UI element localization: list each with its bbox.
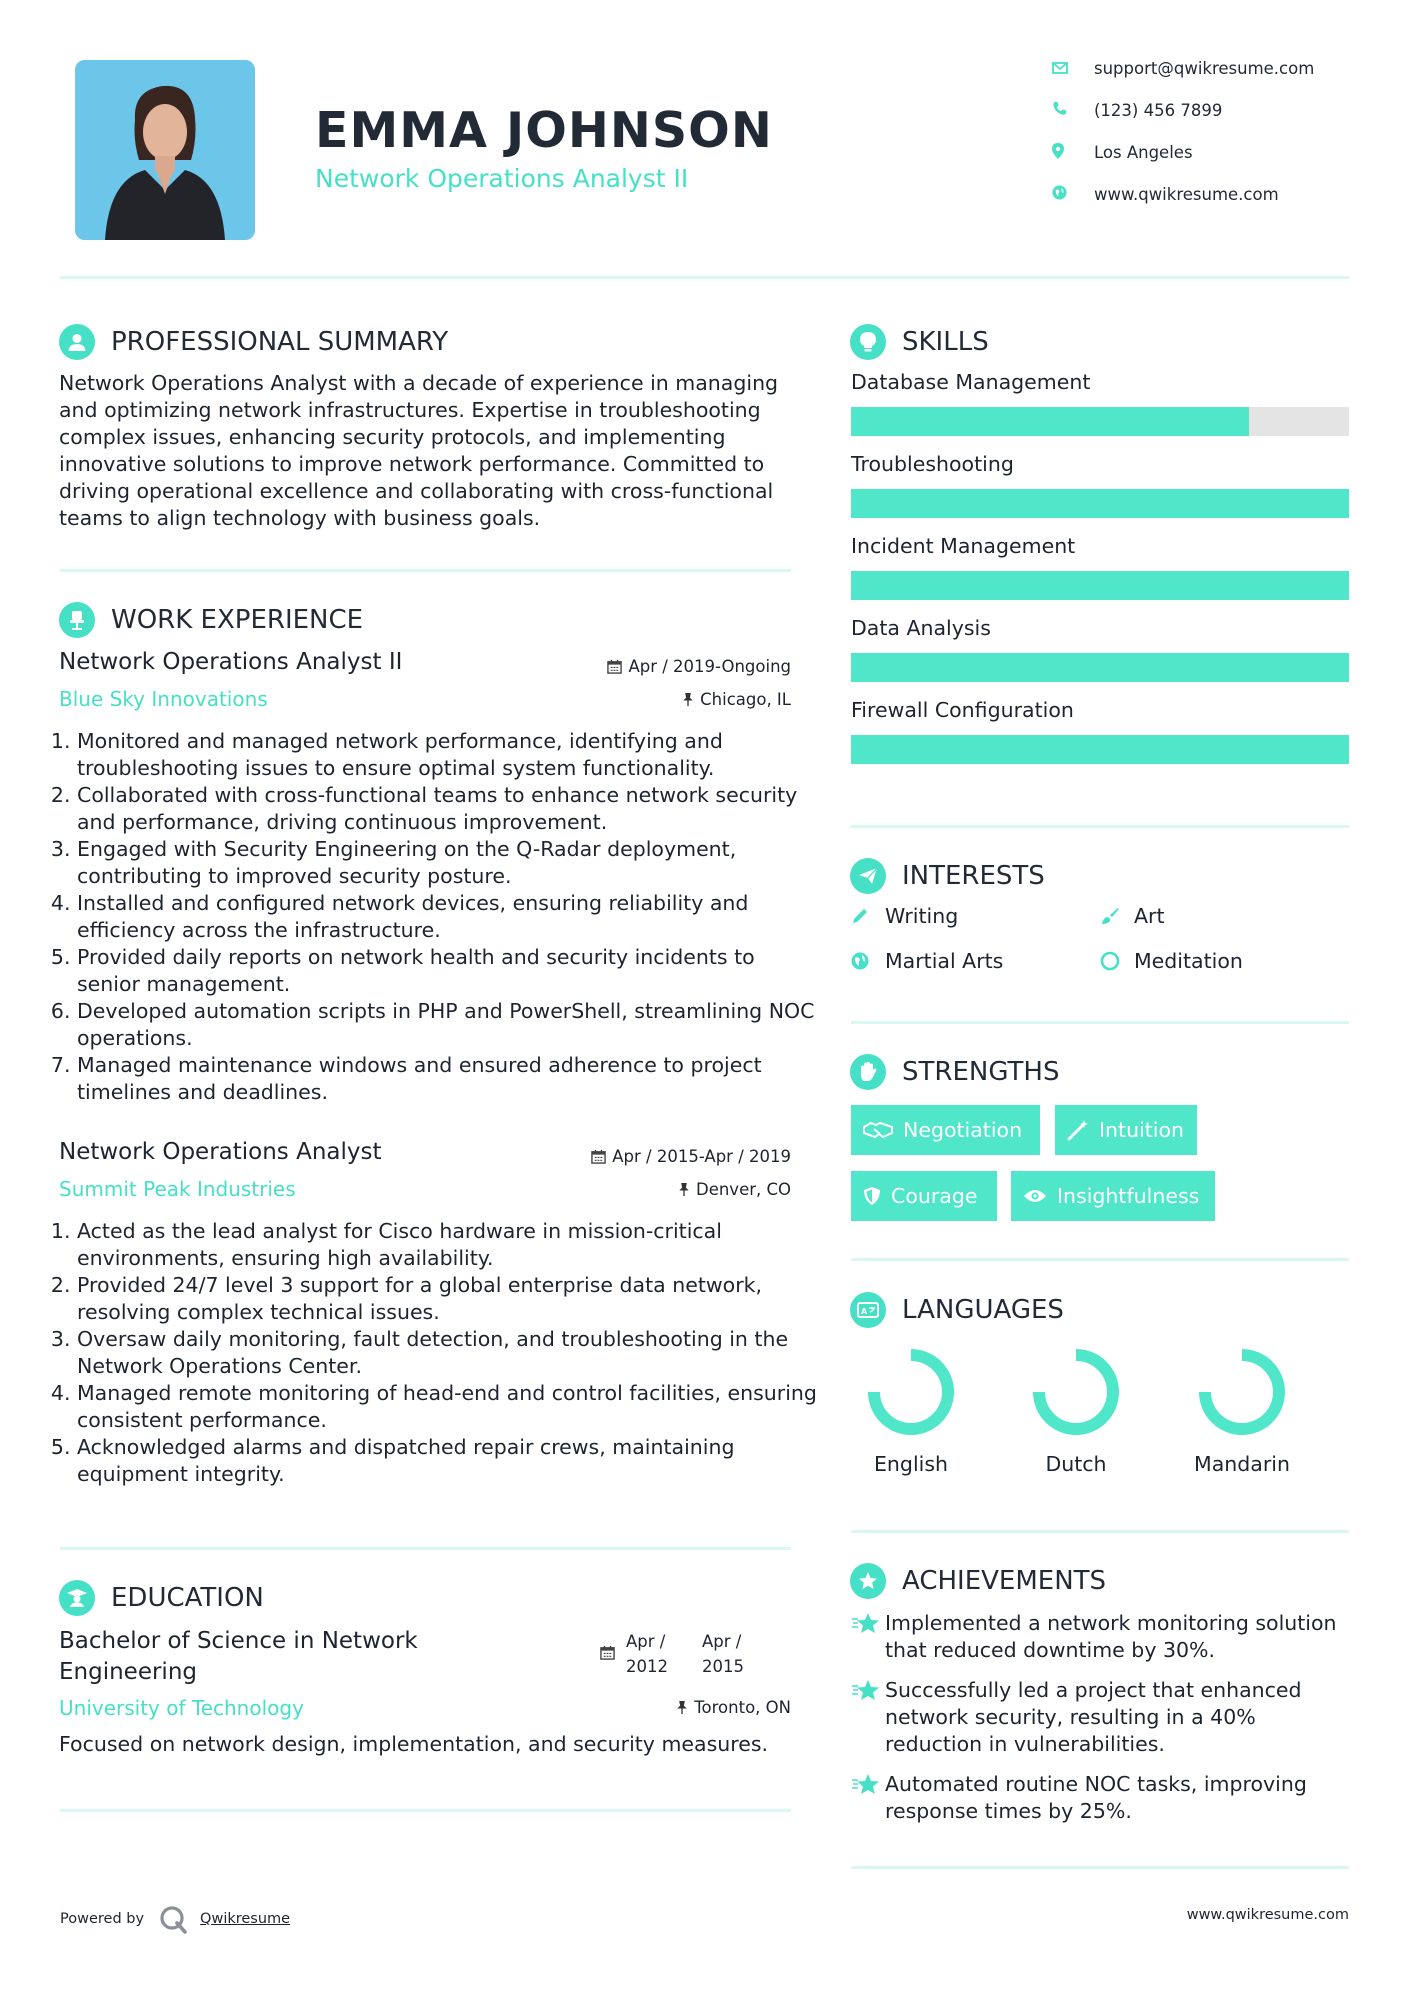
globe-icon	[1052, 185, 1070, 204]
interest-label: Martial Arts	[885, 949, 1004, 973]
skills-divider	[851, 825, 1349, 828]
skill-name: Troubleshooting	[851, 452, 1014, 476]
skill-name: Data Analysis	[851, 616, 991, 640]
language-name: Mandarin	[1194, 1452, 1290, 1476]
interest-item	[851, 904, 958, 928]
contact-location	[1052, 142, 1193, 163]
pushpin-icon	[682, 692, 694, 707]
chair-icon	[59, 602, 95, 638]
star-icon	[851, 1771, 885, 1825]
skill-bar-fill	[851, 653, 1349, 682]
star-badge-icon	[850, 1563, 886, 1599]
strength-label: Negotiation	[903, 1118, 1023, 1142]
skills-heading-text: SKILLS	[902, 327, 989, 357]
list-item: 1. Acted as the lead analyst for Cisco hardware in mission-critical environments, ensuring high availability.	[77, 1218, 817, 1272]
language-name: Dutch	[1045, 1452, 1107, 1476]
eye-icon	[1023, 1188, 1047, 1204]
contact-phone[interactable]	[1052, 100, 1222, 120]
job-1-company: Blue Sky Innovations	[59, 687, 268, 711]
languages-list	[851, 1344, 1331, 1494]
skill-name: Database Management	[851, 370, 1091, 394]
list-item: 3. Oversaw daily monitoring, fault detection, and troubleshooting in the Network Operations Center.	[77, 1326, 817, 1380]
calendar-icon	[607, 659, 622, 674]
achievement-item	[851, 1677, 1349, 1758]
languages-heading	[850, 1292, 1064, 1328]
job-2-dates	[591, 1147, 791, 1166]
list-item: 4. Installed and configured network devices, ensuring reliability and efficiency across the infrastructure.	[77, 890, 817, 944]
language-ring	[1016, 1344, 1136, 1440]
skill-bar	[851, 735, 1349, 764]
experience-heading-text: WORK EXPERIENCE	[111, 605, 364, 635]
experience-heading	[59, 602, 363, 638]
skill-name: Incident Management	[851, 534, 1076, 558]
strength-chip	[1055, 1105, 1197, 1155]
list-item: 5. Provided daily reports on network health and security incidents to senior management.	[77, 944, 817, 998]
education-heading	[59, 1580, 264, 1616]
skill-name: Firewall Configuration	[851, 698, 1074, 722]
list-item: 1. Monitored and managed network performance, identifying and troubleshooting issues to ensure optimal system functionality.	[77, 728, 817, 782]
language-ring	[851, 1344, 971, 1440]
job-2-bullets	[59, 1218, 817, 1488]
contact-email-text: support@qwikresume.com	[1094, 59, 1315, 78]
strengths-heading-text: STRENGTHS	[902, 1057, 1060, 1087]
pushpin-icon	[678, 1182, 690, 1197]
graduate-icon	[59, 1580, 95, 1616]
summary-divider	[60, 569, 791, 572]
achievements-heading-text: ACHIEVEMENTS	[902, 1566, 1107, 1596]
svg-text:A: A	[861, 1307, 868, 1316]
brush-icon	[1100, 907, 1122, 925]
list-item: 5. Acknowledged alarms and dispatched repair crews, maintaining equipment integrity.	[77, 1434, 817, 1488]
email-icon	[1052, 59, 1070, 78]
calendar-icon	[600, 1645, 615, 1660]
pencil-icon	[851, 907, 873, 925]
interests-divider	[851, 1021, 1349, 1024]
achievement-item	[851, 1771, 1349, 1825]
header-divider	[60, 276, 1349, 279]
handshake-icon	[863, 1121, 893, 1139]
interest-item	[1100, 949, 1243, 973]
interest-label: Art	[1134, 904, 1165, 928]
language-item	[1182, 1344, 1302, 1476]
language-name: English	[873, 1452, 949, 1476]
skill-bar-fill	[851, 571, 1349, 600]
education-divider	[60, 1809, 791, 1812]
calendar-icon	[591, 1149, 606, 1164]
job-2-location	[678, 1180, 791, 1199]
paper-plane-icon	[850, 858, 886, 894]
interests-heading	[850, 858, 1045, 894]
summary-text: Network Operations Analyst with a decade of experience in managing and optimizing network infrastructures. Expertise in troubleshooting complex issues, enhancing security protocols, and implementing innovative solutions to improve network performance. Committed to driving operational excellence and collaborating with cross-functional teams to align technology with business goals.	[59, 371, 779, 530]
powered-by-text: Powered by	[60, 1911, 145, 1927]
interest-label: Writing	[885, 904, 959, 928]
education-start: Apr / 2012	[626, 1632, 668, 1676]
qwikresume-logo-icon	[158, 1904, 188, 1934]
profile-photo	[75, 60, 255, 240]
interest-item	[851, 949, 1003, 973]
qwikresume-link[interactable]: Qwikresume	[200, 1911, 291, 1927]
job-2-title: Network Operations Analyst	[59, 1139, 382, 1165]
language-ring-arc	[1039, 1355, 1113, 1429]
magic-wand-icon	[1067, 1119, 1089, 1141]
language-item	[851, 1344, 971, 1476]
job-1-dates	[607, 657, 791, 676]
achievement-item	[851, 1610, 1349, 1664]
language-ring	[1182, 1344, 1302, 1440]
achievement-text: Automated routine NOC tasks, improving response times by 25%.	[885, 1772, 1307, 1823]
list-item: 7. Managed maintenance windows and ensured adherence to project timelines and deadlines.	[77, 1052, 817, 1106]
achievement-text: Successfully led a project that enhanced network security, resulting in a 40% reduction in vulnerabilities.	[885, 1678, 1302, 1756]
strength-chip	[851, 1171, 997, 1221]
contact-email[interactable]	[1052, 58, 1314, 78]
skill-bar-fill	[851, 735, 1349, 764]
job-2-dates-text: Apr / 2015-Apr / 2019	[612, 1147, 791, 1166]
contact-website[interactable]	[1052, 184, 1279, 204]
strength-chip	[851, 1105, 1040, 1155]
achievement-text: Implemented a network monitoring solution that reduced downtime by 30%.	[885, 1611, 1337, 1662]
skill-bar	[851, 407, 1349, 436]
interest-label: Meditation	[1134, 949, 1243, 973]
languages-heading-text: LANGUAGES	[902, 1295, 1064, 1325]
education-description: Focused on network design, implementation, and security measures.	[59, 1732, 769, 1756]
contact-phone-text: (123) 456 7899	[1094, 101, 1223, 120]
education-end: Apr / 2015	[702, 1632, 744, 1676]
location-icon	[1052, 143, 1070, 163]
education-location-text: Toronto, ON	[694, 1698, 791, 1717]
job-1-dates-text: Apr / 2019-Ongoing	[628, 657, 791, 676]
language-ring-arc	[874, 1355, 948, 1429]
skill-bar	[851, 489, 1349, 518]
strengths-divider	[851, 1258, 1349, 1261]
list-item: 6. Developed automation scripts in PHP and PowerShell, streamlining NOC operations.	[77, 998, 817, 1052]
ring-icon	[1100, 951, 1122, 971]
strength-label: Intuition	[1099, 1118, 1185, 1142]
strength-chip	[1011, 1171, 1215, 1221]
star-icon	[851, 1677, 885, 1758]
candidate-title: Network Operations Analyst II	[315, 164, 689, 193]
achievements-divider	[851, 1866, 1349, 1869]
phone-icon	[1052, 101, 1070, 120]
contact-location-text: Los Angeles	[1094, 143, 1193, 162]
user-icon	[59, 324, 95, 360]
interest-item	[1100, 904, 1165, 928]
globe-icon	[851, 952, 873, 970]
job-1-title: Network Operations Analyst II	[59, 649, 403, 675]
skills-list	[851, 370, 1349, 764]
language-ring-arc	[1205, 1355, 1279, 1429]
star-icon	[851, 1610, 885, 1664]
footer-powered	[60, 1904, 290, 1934]
footer-url[interactable]: www.qwikresume.com	[1186, 1907, 1349, 1923]
contact-website-text: www.qwikresume.com	[1094, 185, 1279, 204]
strength-label: Courage	[891, 1184, 978, 1208]
shield-icon	[863, 1186, 881, 1206]
job-1-bullets	[59, 728, 817, 1106]
summary-heading	[59, 324, 448, 360]
experience-divider	[60, 1547, 791, 1550]
hand-icon	[850, 1054, 886, 1090]
list-item: 2. Collaborated with cross-functional teams to enhance network security and performance, driving continuous improvement.	[77, 782, 817, 836]
language-icon	[850, 1292, 886, 1328]
education-degree: Bachelor of Science in Network Engineering	[59, 1628, 418, 1685]
pushpin-icon	[676, 1700, 688, 1715]
skill-bar-fill	[851, 489, 1349, 518]
skill-bar	[851, 571, 1349, 600]
job-1-location-text: Chicago, IL	[700, 690, 791, 709]
education-school: University of Technology	[59, 1696, 304, 1720]
strengths-heading	[850, 1054, 1060, 1090]
skill-bar	[851, 653, 1349, 682]
skills-heading	[850, 324, 989, 360]
job-1-location	[682, 690, 791, 709]
language-item	[1016, 1344, 1136, 1476]
candidate-name: EMMA JOHNSON	[315, 102, 773, 159]
list-item: 3. Engaged with Security Engineering on the Q-Radar deployment, contributing to improved security posture.	[77, 836, 817, 890]
list-item: 4. Managed remote monitoring of head-end and control facilities, ensuring consistent performance.	[77, 1380, 817, 1434]
summary-heading-text: PROFESSIONAL SUMMARY	[111, 327, 449, 357]
job-2-company: Summit Peak Industries	[59, 1177, 296, 1201]
interests-heading-text: INTERESTS	[902, 861, 1045, 891]
job-2-location-text: Denver, CO	[695, 1180, 791, 1199]
education-heading-text: EDUCATION	[111, 1583, 264, 1613]
languages-divider	[851, 1530, 1349, 1533]
education-location	[676, 1698, 791, 1717]
list-item: 2. Provided 24/7 level 3 support for a global enterprise data network, resolving complex technical issues.	[77, 1272, 817, 1326]
achievements-heading	[850, 1563, 1106, 1599]
lightbulb-icon	[850, 324, 886, 360]
strength-label: Insightfulness	[1057, 1184, 1200, 1208]
skill-bar-fill	[851, 407, 1249, 436]
